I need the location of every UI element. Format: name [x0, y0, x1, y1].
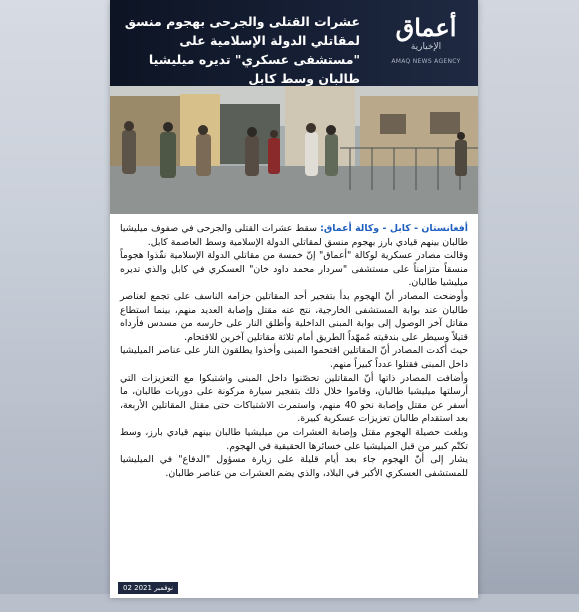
news-document [110, 0, 478, 598]
headline: عشرات القتلى والجرحى بهجوم منسق لمقاتلي الدولة الإسلامية على "مستشفى عسكري" تديره ميليشيا طالبان وسط كابل [124, 14, 360, 86]
article-paragraph: حيث أكدت المصادر أنّ المقاتلين اقتحموا المبنى وأخذوا يطلقون النار على عناصر الميليشيا داخل المبنى فقتلوا عدداً كبيراً منهم. [120, 345, 468, 370]
background-right [478, 0, 579, 612]
logo-arabic-wordmark: أعماق [395, 13, 457, 42]
article-text: سقط عشرات القتلى والجرحى في صفوف ميليشيا طالبان بينهم قيادي بارز بهجوم منسق لمقاتلي الدولة الإسلامية وسط العاصمة كابل. [120, 223, 468, 248]
article-paragraph [120, 222, 468, 249]
article-paragraph: وبلغت حصيلة الهجوم مقتل وإصابة العشرات من ميليشيا طالبان بينهم قيادي بارز، وسط تكتّم كبير من قبل الميليشيا على خسائرها الحقيقية في الهجوم. [120, 426, 468, 452]
article-paragraph: يشار إلى أنّ الهجوم جاء بعد أيام قليلة على زيارة مسؤول "الدفاع" في الميليشيا للمستشفى العسكري الأكبر في البلاد، والذي يضم العشرات من عناصر طالبان. [120, 454, 468, 479]
logo-english-wordmark: AMAQ NEWS AGENCY [391, 58, 461, 65]
amaq-logo [384, 14, 468, 74]
header-banner [110, 0, 478, 86]
dateline: أفغانستان - كابل - وكالة أعماق: [320, 223, 469, 234]
background-left [0, 0, 110, 612]
article-paragraph: وأوضحت المصادر أنّ الهجوم بدأ بتفجير أحد المقاتلين حزامه الناسف على تجمع لعناصر طالبان عند بوابة المستشفى الخارجية، نتج عنه مقتل وإصابة العديد منهم، بينما استطاع مقاتل آخر الوصول إلى بوابة المبنى الداخلية وأطلق النار على حارسه من مسدس فأرداه قتيلاً وسيطر على بندقيته مُمهّداً الطريق أمام ثلاثة مقاتلين آخرين للاقتحام. [120, 290, 468, 343]
hospital-gate-photo [110, 86, 478, 214]
logo-arabic-subtitle: الإخبارية [410, 42, 442, 52]
article-paragraph: وأضافت المصادر ذاتها أنّ المقاتلين تحصّنوا داخل المبنى واشتبكوا مع التعزيزات التي أرسلتها ميليشيا طالبان، وقاموا خلال ذلك بتفجير سيارة مركونة على دوريات طالبان، ما أسفر عن مقتل وإصابة نحو 40 منهم، واستمرت الاشتباكات حتى مقتل المقاتلين الأربعة، بعد استقدام طالبان تعزيزات عسكرية كبيرة. [120, 372, 469, 425]
news-photo [110, 86, 478, 214]
article-paragraph: وقالت مصادر عسكرية لوكالة "أعماق" إنّ خمسة من مقاتلي الدولة الإسلامية نفّذوا هجوماً منسقاً متزامناً على مستشفى "سردار محمد داود خان" العسكري في كابل والذي تديره ميليشيا طالبان. [120, 250, 468, 289]
publish-date-badge: 02 نوفمبر 2021 [118, 582, 178, 594]
article-body [120, 222, 468, 480]
